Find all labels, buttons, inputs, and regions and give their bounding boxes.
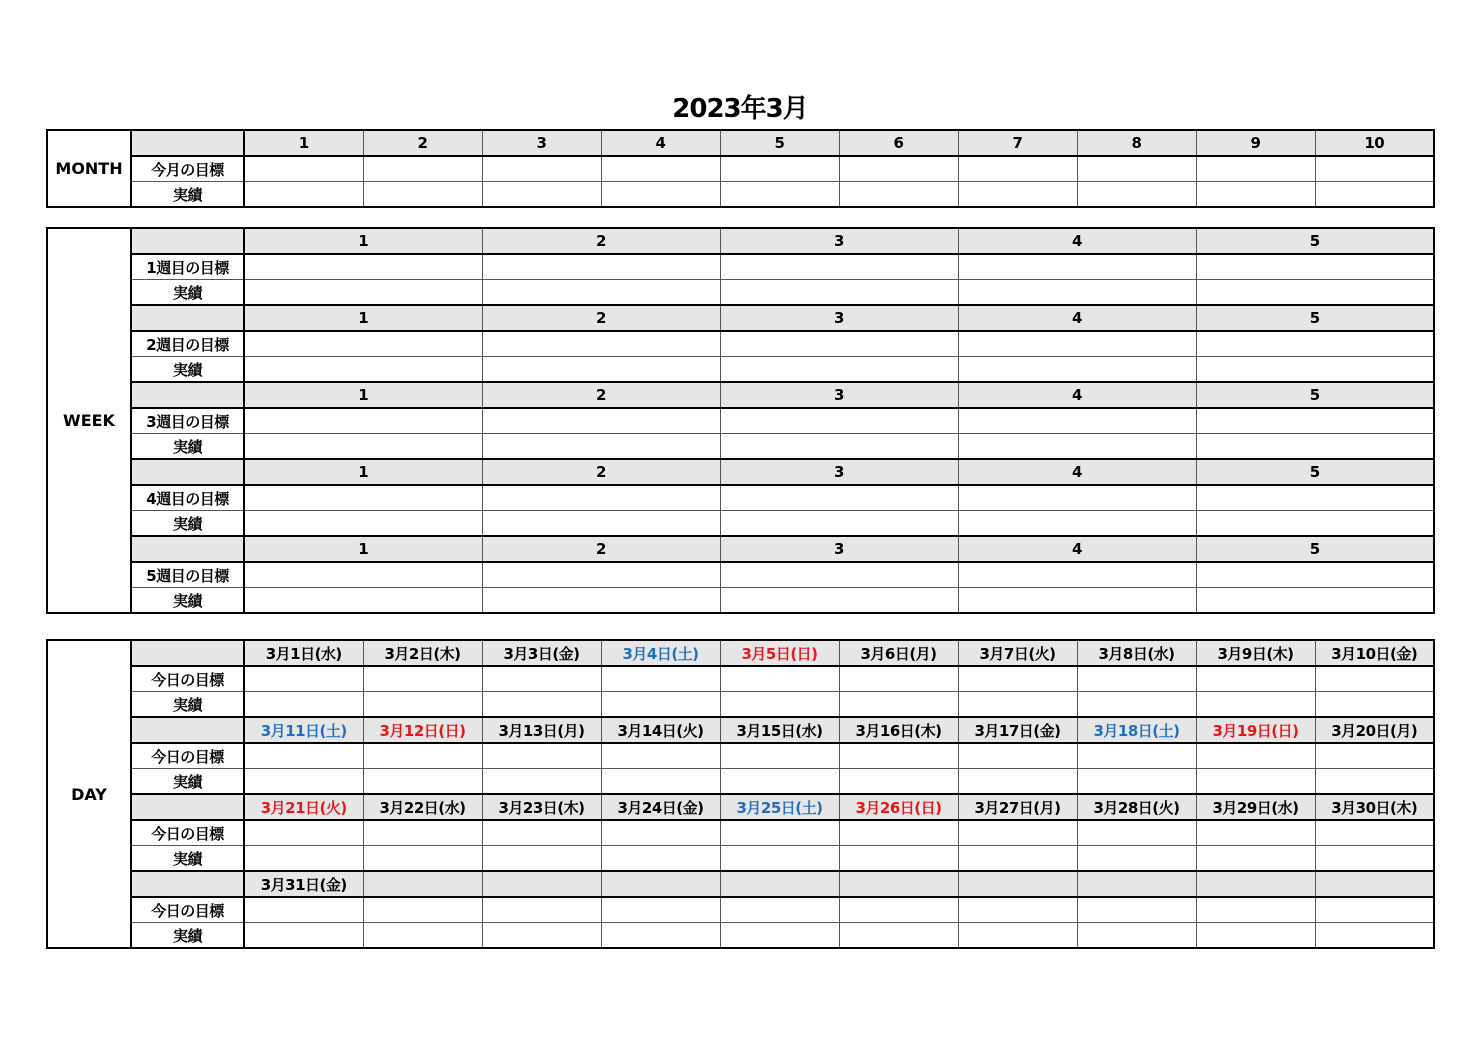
day-goal-label: 今日の目標 xyxy=(131,897,244,923)
day-entry-cell[interactable] xyxy=(839,769,958,795)
week-entry-cell[interactable] xyxy=(720,588,958,614)
week-column-number: 5 xyxy=(1196,459,1434,485)
week-goal-label: 5週目の目標 xyxy=(131,562,244,588)
week-column-number: 1 xyxy=(244,305,482,331)
week-entry-cell[interactable] xyxy=(482,280,720,306)
day-entry-cell[interactable] xyxy=(601,820,720,846)
day-header-row xyxy=(47,794,1434,820)
day-header-row xyxy=(47,717,1434,743)
week-entry-cell[interactable] xyxy=(958,357,1196,383)
week-result-label: 実績 xyxy=(131,357,244,383)
week-entry-cell[interactable] xyxy=(958,485,1196,511)
week-entry-cell[interactable] xyxy=(1196,562,1434,588)
day-entry-cell[interactable] xyxy=(482,769,601,795)
day-entry-cell[interactable] xyxy=(244,692,363,718)
week-entry-cell[interactable] xyxy=(244,331,482,357)
day-entry-cell[interactable] xyxy=(601,743,720,769)
week-entry-cell[interactable] xyxy=(244,280,482,306)
day-date-label: 3月27日(月) xyxy=(958,794,1077,820)
month-result-label: 実績 xyxy=(131,182,244,208)
month-row xyxy=(47,156,1434,182)
week-result-row xyxy=(47,511,1434,537)
day-entry-cell[interactable] xyxy=(363,666,482,692)
day-entry-cell[interactable] xyxy=(958,769,1077,795)
day-header-row xyxy=(47,871,1434,897)
day-entry-cell[interactable] xyxy=(720,846,839,872)
week-header-blank xyxy=(131,228,244,254)
month-column-number: 7 xyxy=(958,130,1077,156)
week-entry-cell[interactable] xyxy=(1196,357,1434,383)
day-date-label xyxy=(1196,871,1315,897)
day-date-label xyxy=(958,871,1077,897)
month-column-number: 10 xyxy=(1315,130,1434,156)
day-entry-cell[interactable] xyxy=(958,897,1077,923)
day-entry-cell[interactable] xyxy=(363,846,482,872)
day-entry-cell[interactable] xyxy=(601,692,720,718)
week-entry-cell[interactable] xyxy=(244,254,482,280)
day-entry-cell[interactable] xyxy=(958,820,1077,846)
day-entry-cell[interactable] xyxy=(1196,743,1315,769)
month-entry-cell[interactable] xyxy=(1196,182,1315,208)
week-entry-cell[interactable] xyxy=(244,434,482,460)
week-goal-row xyxy=(47,408,1434,434)
day-date-label: 3月14日(火) xyxy=(601,717,720,743)
week-column-number: 4 xyxy=(958,228,1196,254)
day-entry-cell[interactable] xyxy=(720,923,839,949)
day-entry-cell[interactable] xyxy=(601,769,720,795)
week-header-row xyxy=(47,459,1434,485)
week-column-number: 2 xyxy=(482,305,720,331)
day-date-label: 3月10日(金) xyxy=(1315,640,1434,666)
week-column-number: 1 xyxy=(244,228,482,254)
day-result-label: 実績 xyxy=(131,846,244,872)
week-goal-label: 3週目の目標 xyxy=(131,408,244,434)
day-result-row xyxy=(47,769,1434,795)
week-entry-cell[interactable] xyxy=(720,485,958,511)
day-entry-cell[interactable] xyxy=(720,692,839,718)
page-title: 2023年3月 xyxy=(672,94,808,124)
day-entry-cell[interactable] xyxy=(363,923,482,949)
week-result-row xyxy=(47,357,1434,383)
week-entry-cell[interactable] xyxy=(1196,588,1434,614)
day-date-label: 3月3日(金) xyxy=(482,640,601,666)
month-entry-cell[interactable] xyxy=(1196,156,1315,182)
day-entry-cell[interactable] xyxy=(244,897,363,923)
day-result-label: 実績 xyxy=(131,692,244,718)
day-entry-cell[interactable] xyxy=(839,692,958,718)
month-column-number: 4 xyxy=(601,130,720,156)
month-column-number: 5 xyxy=(720,130,839,156)
week-goal-row xyxy=(47,331,1434,357)
week-entry-cell[interactable] xyxy=(720,511,958,537)
day-entry-cell[interactable] xyxy=(363,897,482,923)
week-entry-cell[interactable] xyxy=(958,331,1196,357)
day-date-label: 3月1日(水) xyxy=(244,640,363,666)
week-entry-cell[interactable] xyxy=(720,331,958,357)
week-column-number: 3 xyxy=(720,305,958,331)
week-entry-cell[interactable] xyxy=(720,408,958,434)
day-goal-row xyxy=(47,743,1434,769)
day-date-label xyxy=(1315,871,1434,897)
day-entry-cell[interactable] xyxy=(1196,769,1315,795)
day-date-label: 3月23日(木) xyxy=(482,794,601,820)
week-entry-cell[interactable] xyxy=(482,408,720,434)
day-entry-cell[interactable] xyxy=(1315,666,1434,692)
day-entry-cell[interactable] xyxy=(244,666,363,692)
month-entry-cell[interactable] xyxy=(1315,156,1434,182)
day-date-label: 3月15日(水) xyxy=(720,717,839,743)
month-entry-cell[interactable] xyxy=(363,156,482,182)
week-entry-cell[interactable] xyxy=(1196,408,1434,434)
day-entry-cell[interactable] xyxy=(1077,743,1196,769)
week-header-blank xyxy=(131,536,244,562)
day-date-label: 3月28日(火) xyxy=(1077,794,1196,820)
week-entry-cell[interactable] xyxy=(1196,280,1434,306)
day-entry-cell[interactable] xyxy=(482,846,601,872)
day-entry-cell[interactable] xyxy=(720,743,839,769)
month-column-number: 6 xyxy=(839,130,958,156)
week-column-number: 5 xyxy=(1196,382,1434,408)
day-goal-label: 今日の目標 xyxy=(131,820,244,846)
day-entry-cell[interactable] xyxy=(720,769,839,795)
day-date-label: 3月24日(金) xyxy=(601,794,720,820)
day-entry-cell[interactable] xyxy=(1077,692,1196,718)
day-date-label xyxy=(601,871,720,897)
day-entry-cell[interactable] xyxy=(1077,820,1196,846)
day-result-label: 実績 xyxy=(131,769,244,795)
day-entry-cell[interactable] xyxy=(1196,846,1315,872)
day-date-label: 3月12日(日) xyxy=(363,717,482,743)
week-entry-cell[interactable] xyxy=(958,511,1196,537)
week-header-row xyxy=(47,536,1434,562)
day-entry-cell[interactable] xyxy=(958,743,1077,769)
day-entry-cell[interactable] xyxy=(482,743,601,769)
week-column-number: 2 xyxy=(482,536,720,562)
day-date-label: 3月4日(土) xyxy=(601,640,720,666)
month-entry-cell[interactable] xyxy=(1077,182,1196,208)
day-entry-cell[interactable] xyxy=(1315,846,1434,872)
week-goal-label: 4週目の目標 xyxy=(131,485,244,511)
day-section-label: DAY xyxy=(47,640,131,948)
day-entry-cell[interactable] xyxy=(244,769,363,795)
week-header-row xyxy=(47,305,1434,331)
week-entry-cell[interactable] xyxy=(244,485,482,511)
day-goal-label: 今日の目標 xyxy=(131,743,244,769)
month-column-number: 9 xyxy=(1196,130,1315,156)
day-header-blank xyxy=(131,871,244,897)
week-header-blank xyxy=(131,459,244,485)
day-entry-cell[interactable] xyxy=(601,846,720,872)
day-entry-cell[interactable] xyxy=(839,743,958,769)
day-entry-cell[interactable] xyxy=(482,666,601,692)
day-date-label xyxy=(363,871,482,897)
week-entry-cell[interactable] xyxy=(482,434,720,460)
week-entry-cell[interactable] xyxy=(720,562,958,588)
day-entry-cell[interactable] xyxy=(720,897,839,923)
day-date-label: 3月31日(金) xyxy=(244,871,363,897)
month-entry-cell[interactable] xyxy=(1077,156,1196,182)
day-entry-cell[interactable] xyxy=(1315,743,1434,769)
day-entry-cell[interactable] xyxy=(363,769,482,795)
day-entry-cell[interactable] xyxy=(482,923,601,949)
day-date-label: 3月20日(月) xyxy=(1315,717,1434,743)
week-column-number: 4 xyxy=(958,305,1196,331)
week-entry-cell[interactable] xyxy=(1196,434,1434,460)
day-result-row xyxy=(47,692,1434,718)
day-date-label: 3月7日(火) xyxy=(958,640,1077,666)
day-date-label: 3月19日(日) xyxy=(1196,717,1315,743)
day-header-blank xyxy=(131,640,244,666)
week-table xyxy=(46,227,1435,614)
week-entry-cell[interactable] xyxy=(482,562,720,588)
week-entry-cell[interactable] xyxy=(958,280,1196,306)
week-column-number: 1 xyxy=(244,536,482,562)
day-entry-cell[interactable] xyxy=(839,846,958,872)
day-entry-cell[interactable] xyxy=(958,666,1077,692)
week-column-number: 3 xyxy=(720,228,958,254)
week-entry-cell[interactable] xyxy=(958,254,1196,280)
week-column-number: 5 xyxy=(1196,228,1434,254)
week-column-number: 3 xyxy=(720,536,958,562)
week-entry-cell[interactable] xyxy=(720,357,958,383)
month-entry-cell[interactable] xyxy=(482,182,601,208)
week-entry-cell[interactable] xyxy=(720,254,958,280)
month-entry-cell[interactable] xyxy=(720,156,839,182)
week-entry-cell[interactable] xyxy=(720,280,958,306)
week-goal-row xyxy=(47,254,1434,280)
week-entry-cell[interactable] xyxy=(244,511,482,537)
day-goal-row xyxy=(47,897,1434,923)
week-header-blank xyxy=(131,382,244,408)
day-date-label xyxy=(720,871,839,897)
day-entry-cell[interactable] xyxy=(1077,923,1196,949)
day-date-label: 3月6日(月) xyxy=(839,640,958,666)
week-column-number: 2 xyxy=(482,459,720,485)
day-entry-cell[interactable] xyxy=(839,923,958,949)
day-date-label: 3月5日(日) xyxy=(720,640,839,666)
day-entry-cell[interactable] xyxy=(1315,769,1434,795)
month-entry-cell[interactable] xyxy=(244,156,363,182)
month-entry-cell[interactable] xyxy=(601,156,720,182)
day-goal-row xyxy=(47,666,1434,692)
month-column-number: 8 xyxy=(1077,130,1196,156)
day-entry-cell[interactable] xyxy=(958,692,1077,718)
month-entry-cell[interactable] xyxy=(839,156,958,182)
day-date-label: 3月29日(水) xyxy=(1196,794,1315,820)
day-entry-cell[interactable] xyxy=(601,923,720,949)
week-column-number: 3 xyxy=(720,382,958,408)
day-date-label xyxy=(1077,871,1196,897)
week-entry-cell[interactable] xyxy=(244,357,482,383)
week-column-number: 1 xyxy=(244,382,482,408)
month-row xyxy=(47,182,1434,208)
day-entry-cell[interactable] xyxy=(244,820,363,846)
month-entry-cell[interactable] xyxy=(601,182,720,208)
day-goal-row xyxy=(47,820,1434,846)
day-entry-cell[interactable] xyxy=(958,923,1077,949)
day-entry-cell[interactable] xyxy=(1196,820,1315,846)
month-entry-cell[interactable] xyxy=(244,182,363,208)
week-result-row xyxy=(47,588,1434,614)
week-entry-cell[interactable] xyxy=(482,485,720,511)
day-entry-cell[interactable] xyxy=(244,923,363,949)
day-entry-cell[interactable] xyxy=(1196,923,1315,949)
day-date-label: 3月30日(木) xyxy=(1315,794,1434,820)
day-date-label: 3月16日(木) xyxy=(839,717,958,743)
week-header-row xyxy=(47,382,1434,408)
week-column-number: 2 xyxy=(482,228,720,254)
day-date-label: 3月2日(木) xyxy=(363,640,482,666)
week-column-number: 5 xyxy=(1196,536,1434,562)
day-date-label xyxy=(482,871,601,897)
day-date-label: 3月21日(火) xyxy=(244,794,363,820)
day-date-label: 3月25日(土) xyxy=(720,794,839,820)
week-entry-cell[interactable] xyxy=(244,588,482,614)
day-date-label: 3月17日(金) xyxy=(958,717,1077,743)
day-entry-cell[interactable] xyxy=(363,743,482,769)
day-goal-label: 今日の目標 xyxy=(131,666,244,692)
week-entry-cell[interactable] xyxy=(1196,331,1434,357)
week-result-row xyxy=(47,280,1434,306)
week-entry-cell[interactable] xyxy=(958,408,1196,434)
month-entry-cell[interactable] xyxy=(363,182,482,208)
month-column-number: 1 xyxy=(244,130,363,156)
day-entry-cell[interactable] xyxy=(839,820,958,846)
month-entry-cell[interactable] xyxy=(958,156,1077,182)
month-table xyxy=(46,129,1435,208)
day-entry-cell[interactable] xyxy=(1077,897,1196,923)
day-date-label: 3月13日(月) xyxy=(482,717,601,743)
week-column-number: 4 xyxy=(958,459,1196,485)
day-date-label: 3月11日(土) xyxy=(244,717,363,743)
day-entry-cell[interactable] xyxy=(482,897,601,923)
day-header-row xyxy=(47,640,1434,666)
week-entry-cell[interactable] xyxy=(244,408,482,434)
day-entry-cell[interactable] xyxy=(482,820,601,846)
day-date-label xyxy=(839,871,958,897)
week-column-number: 4 xyxy=(958,382,1196,408)
day-entry-cell[interactable] xyxy=(1315,923,1434,949)
week-entry-cell[interactable] xyxy=(958,588,1196,614)
week-entry-cell[interactable] xyxy=(720,434,958,460)
week-entry-cell[interactable] xyxy=(244,562,482,588)
day-entry-cell[interactable] xyxy=(363,692,482,718)
week-section-label: WEEK xyxy=(47,228,131,613)
week-goal-label: 2週目の目標 xyxy=(131,331,244,357)
week-entry-cell[interactable] xyxy=(1196,485,1434,511)
day-entry-cell[interactable] xyxy=(1077,666,1196,692)
day-table xyxy=(46,639,1435,949)
day-date-label: 3月8日(水) xyxy=(1077,640,1196,666)
day-entry-cell[interactable] xyxy=(482,692,601,718)
week-header-row xyxy=(47,228,1434,254)
day-result-label: 実績 xyxy=(131,923,244,949)
week-column-number: 1 xyxy=(244,459,482,485)
month-entry-cell[interactable] xyxy=(482,156,601,182)
week-entry-cell[interactable] xyxy=(482,588,720,614)
week-entry-cell[interactable] xyxy=(482,511,720,537)
day-entry-cell[interactable] xyxy=(601,897,720,923)
day-entry-cell[interactable] xyxy=(839,666,958,692)
month-entry-cell[interactable] xyxy=(720,182,839,208)
week-header-blank xyxy=(131,305,244,331)
day-entry-cell[interactable] xyxy=(1315,692,1434,718)
month-header-blank xyxy=(131,130,244,156)
day-entry-cell[interactable] xyxy=(1077,846,1196,872)
day-result-row xyxy=(47,923,1434,949)
day-entry-cell[interactable] xyxy=(1196,666,1315,692)
day-entry-cell[interactable] xyxy=(1315,897,1434,923)
day-entry-cell[interactable] xyxy=(720,666,839,692)
week-goal-row xyxy=(47,562,1434,588)
week-entry-cell[interactable] xyxy=(1196,254,1434,280)
week-result-label: 実績 xyxy=(131,511,244,537)
week-column-number: 5 xyxy=(1196,305,1434,331)
month-entry-cell[interactable] xyxy=(1315,182,1434,208)
week-entry-cell[interactable] xyxy=(958,562,1196,588)
day-date-label: 3月22日(水) xyxy=(363,794,482,820)
day-entry-cell[interactable] xyxy=(1196,897,1315,923)
week-column-number: 3 xyxy=(720,459,958,485)
day-entry-cell[interactable] xyxy=(720,820,839,846)
week-goal-row xyxy=(47,485,1434,511)
day-entry-cell[interactable] xyxy=(601,666,720,692)
month-column-number: 2 xyxy=(363,130,482,156)
week-result-row xyxy=(47,434,1434,460)
month-column-number: 3 xyxy=(482,130,601,156)
week-result-label: 実績 xyxy=(131,588,244,614)
day-entry-cell[interactable] xyxy=(839,897,958,923)
week-column-number: 2 xyxy=(482,382,720,408)
month-section-label: MONTH xyxy=(47,130,131,207)
day-entry-cell[interactable] xyxy=(1196,692,1315,718)
day-result-row xyxy=(47,846,1434,872)
week-entry-cell[interactable] xyxy=(958,434,1196,460)
day-entry-cell[interactable] xyxy=(1315,820,1434,846)
day-date-label: 3月18日(土) xyxy=(1077,717,1196,743)
day-entry-cell[interactable] xyxy=(1077,769,1196,795)
week-entry-cell[interactable] xyxy=(482,357,720,383)
day-entry-cell[interactable] xyxy=(244,743,363,769)
week-result-label: 実績 xyxy=(131,280,244,306)
day-entry-cell[interactable] xyxy=(958,846,1077,872)
week-entry-cell[interactable] xyxy=(1196,511,1434,537)
day-header-blank xyxy=(131,717,244,743)
week-goal-label: 1週目の目標 xyxy=(131,254,244,280)
week-result-label: 実績 xyxy=(131,434,244,460)
week-entry-cell[interactable] xyxy=(482,254,720,280)
day-entry-cell[interactable] xyxy=(363,820,482,846)
month-header-row xyxy=(47,130,1434,156)
day-header-blank xyxy=(131,794,244,820)
month-entry-cell[interactable] xyxy=(839,182,958,208)
month-entry-cell[interactable] xyxy=(958,182,1077,208)
day-entry-cell[interactable] xyxy=(244,846,363,872)
week-entry-cell[interactable] xyxy=(482,331,720,357)
day-date-label: 3月26日(日) xyxy=(839,794,958,820)
week-column-number: 4 xyxy=(958,536,1196,562)
day-date-label: 3月9日(木) xyxy=(1196,640,1315,666)
month-goal-label: 今月の目標 xyxy=(131,156,244,182)
